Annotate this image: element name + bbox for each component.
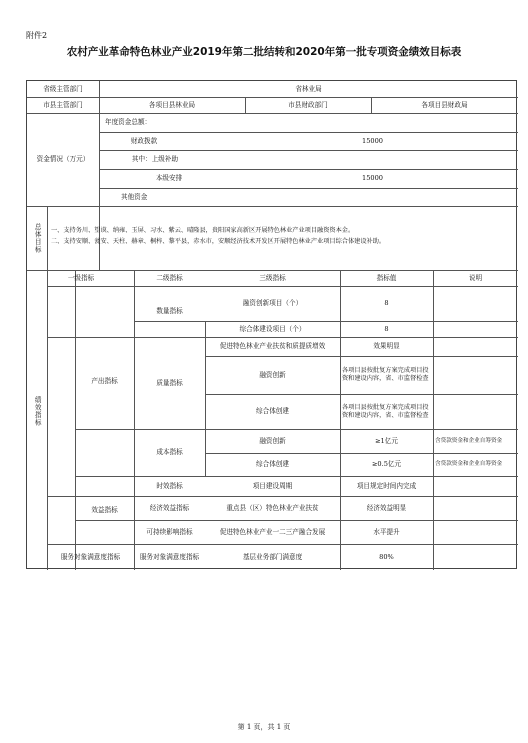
e1-value: 经济效益明显 <box>366 503 407 512</box>
c2-name: 综合体创建 <box>256 460 289 469</box>
f1-value: 80% <box>379 552 394 561</box>
output-indicator-label: 产出指标 <box>91 376 118 385</box>
c1-name: 融资创新 <box>259 436 286 445</box>
c1-note: 含贷款资金和企业自筹资金 <box>435 437 503 444</box>
funds-superior-value <box>227 150 518 169</box>
m2-name: 融资创新 <box>259 370 286 379</box>
header-level2: 二级指标 <box>156 273 183 282</box>
dept-label: 省级主管部门 <box>43 84 83 93</box>
city-dept-value-3: 各项目县财政局 <box>421 100 468 109</box>
dept-value: 省林业局 <box>295 84 322 93</box>
m1-name: 促进特色林业产业扶贫和质提质增效 <box>219 342 326 351</box>
performance-target-table <box>26 80 517 569</box>
overall-goal-label: 总体目标 <box>33 222 42 254</box>
funds-total-label: 年度资金总额： <box>105 118 152 127</box>
page-title: 农村产业革命特色林业产业2019年第二批结转和2020年第一批专项资金绩效目标表 <box>66 46 462 58</box>
funds-local-label: 本级安排 <box>155 174 183 183</box>
q2-value: 8 <box>384 324 389 333</box>
funds-local-value: 15000 <box>362 174 383 183</box>
satisfaction-sub-label: 服务对象满意度指标 <box>139 552 200 561</box>
page-footer: 第 1 页，共 1 页 <box>237 723 291 731</box>
timeliness-indicator-label: 时效指标 <box>156 481 183 490</box>
benefit-indicator-label: 效益指标 <box>91 505 118 514</box>
economic-benefit-label: 经济效益指标 <box>149 503 190 512</box>
city-dept-value-2: 市县财政部门 <box>288 100 328 109</box>
attachment-label: 附件2 <box>26 31 48 40</box>
c2-value: ≥0.5亿元 <box>371 460 402 469</box>
quality-indicator-label: 质量指标 <box>156 378 183 387</box>
c1-value: ≥1亿元 <box>375 436 398 445</box>
funds-superior-label: 其中：上级补助 <box>131 155 179 164</box>
funds-fiscal-value: 15000 <box>362 136 383 145</box>
performance-indicator-label: 绩效指标 <box>33 395 42 427</box>
funds-fiscal-label: 财政拨款 <box>130 136 158 145</box>
c2-note: 含贷款资金和企业自筹资金 <box>435 461 503 467</box>
funds-other-label: 其他资金 <box>121 192 148 201</box>
header-note: 说明 <box>468 273 483 282</box>
q1-name: 融资创新项目（个） <box>242 299 303 308</box>
city-dept-label: 市县主管部门 <box>43 100 83 109</box>
m3-value: 各项目县按批复方案完成项目投资和建设内容，省、市监督检查 <box>342 403 429 419</box>
satisfaction-indicator-label: 服务对象满意度指标 <box>60 552 121 561</box>
overall-goal-line-1: 一、支持务川、望谟、纳雍、玉屏、习水、紫云、晴隆县，贵阳国家高新区开展特色林业产业项目融资资本金。 <box>51 226 355 234</box>
cost-indicator-label: 成本指标 <box>156 448 183 457</box>
funds-label: 资金情况（万元） <box>36 155 90 164</box>
e1-name: 重点县（区）特色林业产业扶贫 <box>226 503 319 512</box>
header-level1: 一级指标 <box>67 273 95 282</box>
quantity-indicator-label: 数量指标 <box>156 307 183 316</box>
f1-name: 基层业务部门满意度 <box>242 552 303 561</box>
m2-value: 各项目县按批复方案完成项目投资和建设内容，省、市监督检查 <box>342 367 429 382</box>
header-value: 指标值 <box>376 273 397 282</box>
city-dept-value-1: 各项目县林业局 <box>148 100 196 109</box>
s1-value: 水平提升 <box>373 527 400 536</box>
t1-name: 项目建设周期 <box>252 481 293 490</box>
q1-value: 8 <box>384 299 389 308</box>
overall-goal-line-2: 二、支持安顺、瓮安、天柱、赫章、桐梓、黎平县，赤水市，安顺经济技术开发区开展特色林业产业项目综合体建设补助。 <box>51 237 386 245</box>
q2-name: 综合体建设项目（个） <box>239 324 306 333</box>
m1-value: 效果明显 <box>373 342 400 351</box>
header-level3: 三级指标 <box>259 273 286 282</box>
sustainable-impact-label: 可持续影响指标 <box>146 527 193 536</box>
m3-name: 综合体创建 <box>256 407 289 416</box>
s1-name: 促进特色林业产业一二三产融合发展 <box>219 527 326 536</box>
t1-value: 项目规定时间内完成 <box>356 481 417 490</box>
